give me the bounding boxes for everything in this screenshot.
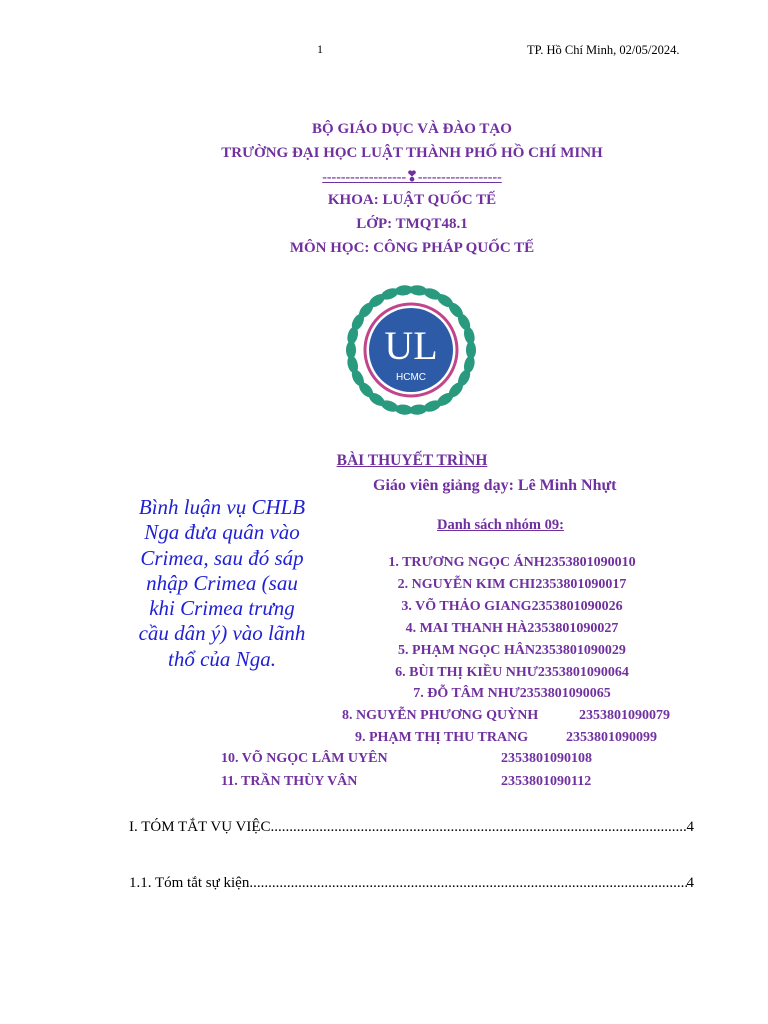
- toc-leader-dots: [249, 875, 686, 892]
- member-id: 2353801090108: [501, 751, 592, 766]
- report-topic: Bình luận vụ CHLB Nga đưa quân vào Crimea, sau đó sáp nhập Crimea (sau khi Crimea trưng cầu dân ý) vào lãnh thổ của Nga.: [138, 495, 306, 671]
- place-date: TP. Hồ Chí Minh, 02/05/2024.: [527, 43, 680, 57]
- member-id: 2353801090079: [579, 708, 670, 723]
- member-id: 2353801090099: [566, 730, 657, 745]
- toc-entry[interactable]: [129, 875, 694, 892]
- toc-entry-label: I. TÓM TẮT VỤ VIỆC: [129, 819, 271, 835]
- teacher-line: Giáo viên giảng dạy: Lê Minh Nhựt: [373, 477, 617, 494]
- member-item: 1. TRƯƠNG NGỌC ÁNH2353801090010: [388, 555, 636, 570]
- ministry-name: BỘ GIÁO DỤC VÀ ĐÀO TẠO: [312, 121, 512, 137]
- report-title: BÀI THUYẾT TRÌNH: [336, 452, 488, 469]
- member-item: 3. VÕ THẢO GIANG2353801090026: [401, 599, 623, 614]
- group-heading: Danh sách nhóm 09:: [437, 517, 564, 533]
- member-name: 11. TRẦN THÙY VÂN: [221, 774, 358, 789]
- member-item: 6. BÙI THỊ KIỀU NHƯ2353801090064: [395, 665, 629, 680]
- university-logo: [336, 280, 486, 420]
- logo-subtext: HCMC: [396, 372, 426, 383]
- toc-entry-label: 1.1. Tóm tắt sự kiện: [129, 875, 250, 891]
- class-name: LỚP: TMQT48.1: [356, 216, 468, 232]
- member-item: 5. PHẠM NGỌC HÂN2353801090029: [398, 643, 626, 658]
- decorative-divider: ------------------❣︎︎------------------: [322, 170, 502, 185]
- toc-leader-dots: [271, 819, 687, 836]
- toc-entry-page: 4: [686, 875, 694, 891]
- member-item: 4. MAI THANH HÀ2353801090027: [405, 621, 619, 636]
- subject-name: MÔN HỌC: CÔNG PHÁP QUỐC TẾ: [289, 240, 535, 256]
- member-id: 2353801090112: [501, 774, 592, 789]
- member-name: 9. PHẠM THỊ THU TRANG: [355, 730, 529, 745]
- faculty-name: KHOA: LUẬT QUỐC TẾ: [327, 192, 497, 208]
- member-name: 10. VÕ NGỌC LÂM UYÊN: [221, 751, 388, 766]
- toc-entry-page: 4: [686, 819, 694, 835]
- logo-monogram: UL: [384, 323, 438, 368]
- toc-entry[interactable]: [129, 819, 694, 836]
- member-item: 7. ĐỖ TÂM NHƯ2353801090065: [413, 686, 611, 701]
- member-name: 8. NGUYỄN PHƯƠNG QUỲNH: [342, 708, 539, 723]
- page-number: 1: [317, 42, 323, 56]
- member-item: 2. NGUYỄN KIM CHI2353801090017: [397, 577, 627, 592]
- university-name: TRƯỜNG ĐẠI HỌC LUẬT THÀNH PHỐ HỒ CHÍ MINH: [221, 145, 603, 161]
